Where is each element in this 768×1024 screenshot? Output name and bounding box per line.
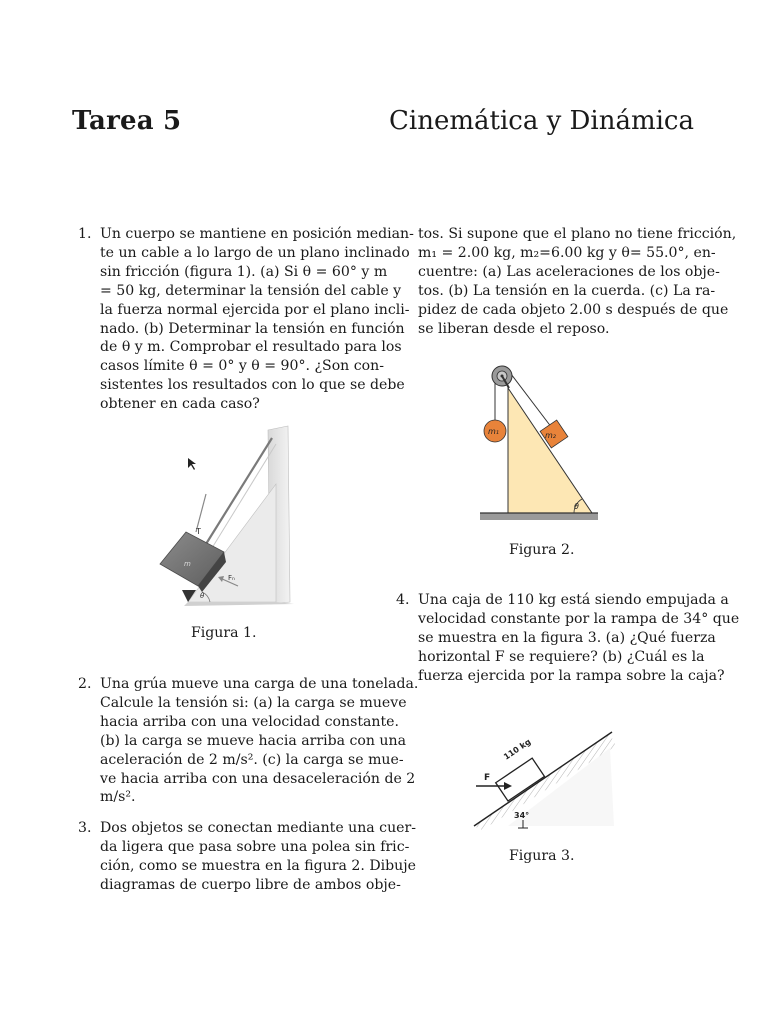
- text-line: se muestra en la figura 3. (a) ¿Qué fuerza: [418, 629, 716, 646]
- text-line: Un cuerpo se mantiene en posición median-: [100, 226, 414, 242]
- text-line: pidez de cada objeto 2.00 s después de que: [418, 301, 729, 318]
- text-line: tos. Si supone que el plano no tiene fricción,: [418, 226, 737, 242]
- text-line: sin fricción (figura 1). (a) Si θ = 60° y m: [100, 263, 388, 280]
- problem-number: 3.: [78, 820, 92, 837]
- normal-force-label: Fₙ: [228, 574, 235, 582]
- text-line: Dos objetos se conectan mediante una cuer-: [100, 820, 416, 837]
- problem-4: [396, 591, 740, 686]
- problem-text: [100, 819, 416, 895]
- text-line: de θ y m. Comprobar el resultado para los: [100, 339, 402, 356]
- figure-1-caption: Figura 1.: [191, 625, 257, 641]
- text-line: obtener en cada caso?: [100, 396, 260, 413]
- incline-plane: [508, 388, 592, 513]
- text-line: (b) la carga se mueve hacia arriba con una: [100, 732, 406, 749]
- text-line: m₁ = 2.00 kg, m₂=6.00 kg y θ= 55.0°, en-: [418, 244, 716, 261]
- left-column: [78, 225, 414, 414]
- problem-1: [78, 225, 414, 414]
- problem-number: 2.: [78, 676, 92, 692]
- ground: [480, 513, 598, 520]
- text-line: tos. (b) La tensión en la cuerda. (c) La ra-: [418, 282, 716, 299]
- text-line: Una grúa mueve una carga de una tonelada.: [100, 676, 419, 692]
- text-line: te un cable a lo largo de un plano inclinado: [100, 244, 410, 261]
- problem-3: [78, 819, 416, 895]
- problem-number: 4.: [396, 592, 410, 608]
- text-line: casos límite θ = 0° y θ = 90°. ¿Son con-: [100, 358, 384, 375]
- text-line: velocidad constante por la rampa de 34° que: [418, 610, 740, 627]
- text-line: ve hacia arriba con una desaceleración de 2: [100, 770, 416, 787]
- problem-text: [100, 675, 419, 807]
- text-line: ción, como se muestra en la figura 2. Dibuje: [100, 858, 416, 875]
- text-line: hacia arriba con una velocidad constante.: [100, 713, 399, 730]
- problem-number: 1.: [78, 226, 92, 242]
- figure-3-ramp-diagram: [468, 726, 618, 832]
- text-line: cuentre: (a) Las aceleraciones de los obje-: [418, 263, 720, 280]
- text-line: sistentes los resultados con lo que se debe: [100, 377, 405, 394]
- mass-label: 110 kg: [502, 737, 533, 762]
- text-line: horizontal F se requiere? (b) ¿Cuál es la: [418, 648, 705, 665]
- text-line: se liberan desde el reposo.: [418, 320, 610, 337]
- text-line: nado. (b) Determinar la tensión en función: [100, 320, 405, 337]
- text-line: Calcule la tensión si: (a) la carga se mueve: [100, 694, 407, 711]
- figure-2-pulley-diagram: [478, 358, 600, 526]
- problem-2: [78, 675, 419, 807]
- text-line: la fuerza normal ejercida por el plano incli-: [100, 301, 410, 318]
- cursor-icon: [188, 458, 196, 470]
- m1-label: m₁: [488, 427, 499, 436]
- text-line: diagramas de cuerpo libre de ambos obje-: [100, 877, 401, 894]
- tension-label: T: [196, 527, 201, 536]
- angle-label: θ: [200, 592, 205, 600]
- problem-3-continued: [418, 225, 737, 338]
- angle-label: 34°: [514, 811, 530, 820]
- angle-label: θ: [574, 502, 579, 511]
- right-column-continuation: [418, 225, 737, 338]
- text-line: fuerza ejercida por la rampa sobre la caja?: [418, 667, 725, 684]
- problem-text: [100, 225, 414, 414]
- mass-label: m: [184, 560, 191, 568]
- right-column-lower: [396, 591, 740, 686]
- text-line: Una caja de 110 kg está siendo empujada a: [418, 592, 729, 608]
- text-line: = 50 kg, determinar la tensión del cable y: [100, 282, 402, 299]
- assignment-title: Tarea 5: [72, 106, 182, 136]
- text-line: da ligera que pasa sobre una polea sin fric-: [100, 839, 410, 856]
- text-line: aceleración de 2 m/s². (c) la carga se mue-: [100, 751, 404, 768]
- text-line: m/s².: [100, 789, 136, 806]
- figure-2-caption: Figura 2.: [509, 542, 575, 558]
- figure-3-caption: Figura 3.: [509, 848, 575, 864]
- course-subject: Cinemática y Dinámica: [389, 106, 694, 136]
- figure-1-incline-diagram: [148, 424, 298, 614]
- m2-label: m₂: [545, 431, 556, 440]
- problem-text: [418, 591, 740, 686]
- force-label: F: [484, 773, 491, 783]
- left-column-lower: [78, 675, 419, 895]
